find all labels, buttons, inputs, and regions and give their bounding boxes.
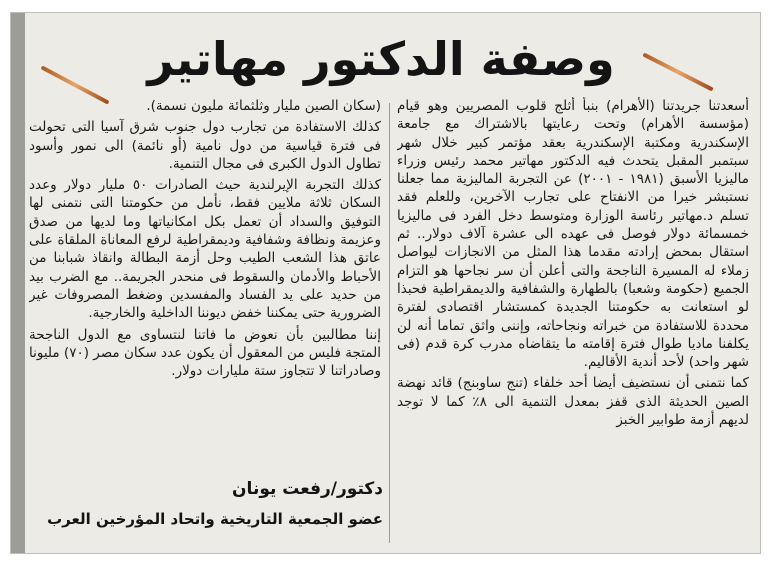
paragraph: كذلك التجربة الإيرلندية حيث الصادرات ٥٠ مليار دولار وعدد السكان ثلاثة ملايين فقط، نأمل من حكومتنا التى نتمنى لها التوفيق والسداد أن تعمل بكل امكانياتها وما لديها من صدق وعزيمة ونظافة وشفافية وديمقراطية لرفع المعاناة الملقاة على عاتق هذا الشعب الطيب وحل أزمة البطالة وانقاذ شبابنا من الأحباط والأدمان والسقوط فى منحدر الجريمة.. مع الضرب بيد من حديد على يد الفساد والمفسدين وضغط المصروفات غير الضرورية حتى يمكننا خفض ديوننا الداخلية والخارجية. [29, 177, 381, 322]
article-column-right [397, 97, 749, 549]
scan-edge-shadow [11, 13, 25, 553]
pin-right [642, 53, 713, 92]
article-headline: وصفة الدكتور مهاتير [147, 32, 615, 86]
newspaper-clipping [10, 12, 761, 554]
author-name: دكتور/رفعت يونان [232, 479, 383, 499]
column-divider [389, 103, 390, 543]
paragraph: إننا مطالبين بأن نعوض ما فاتنا لنتساوى مع الدول الناجحة المتجة فليس من المعقول أن يكون عدد سكان مصر (٧٠) مليونا وصادراتنا لا تتجاوز ستة مليارات دولار. [29, 326, 381, 380]
paragraph: (سكان الصين مليار وثلثمائة مليون نسمة). [146, 98, 381, 114]
paragraph: كذلك الاستفادة من تجارب دول جنوب شرق آسيا التى تحولت فى فترة قياسية من دول نامية (أو نائمة) الى نمور وأسود تطاول الدول الكبرى فى مجال التنمية. [29, 119, 381, 172]
author-title: عضو الجمعية التاريخية واتحاد المؤرخين العرب [47, 510, 383, 528]
article-column-left [29, 97, 381, 477]
paragraph: كما نتمنى أن نستضيف أيضا أحد خلفاء (تنج ساوبنج) قائد نهضة الصين الحديثة الذى قفز بمعدل التنمية الى ٨٪ كما لا توجد لديهم أزمة طوابير الخبز [397, 375, 749, 429]
paragraph: أسعدتنا جريدتنا (الأهرام) بنبأ أثلج قلوب المصريين وهو قيام (مؤسسة الأهرام) وتحت رعايتها بالاشتراك مع جامعة الإسكندرية ومكتبة الإسكندرية بعقد مؤتمر كبير خلال شهر سبتمبر المقبل يتحدث فيه الدكتور مهاتير محمد رئيس وزراء ماليزيا الأسبق (١٩٨١ - ٢٠٠١) عن التجربة الماليزية مما جعلنا نستبشر خيرا من الانفتاح على تجارب الآخرين، وللعلم فقد تسلم د.مهاتير رئاسة الوزارة ومتوسط دخل الفرد فى ماليزيا خمسمائة دولار فوصل فى عهده الى عشرة آلاف دولار.. ثم استقال بمحض إرادته مقدما هذا المثل من الانجازات ليواصل زملاء له المسيرة الناجحة والتى أعلن أن سر نجاحها هو التزام الجميع (حكومة وشعبا) بالطهارة والشفافية والديمقراطية فحبذا لو استعانت به حكومتنا الجديدة كمستشار اقتصادى لفترة محددة للاستفادة من خبراته ونجاحاته، وإننى واثق تماما أنه لن يكلفنا ماديا طوال فترة إقامته ما يتقاضاه مدرب كرة قدم (فى شهر واحد) لأحد أندية الأقاليم. [397, 98, 749, 371]
